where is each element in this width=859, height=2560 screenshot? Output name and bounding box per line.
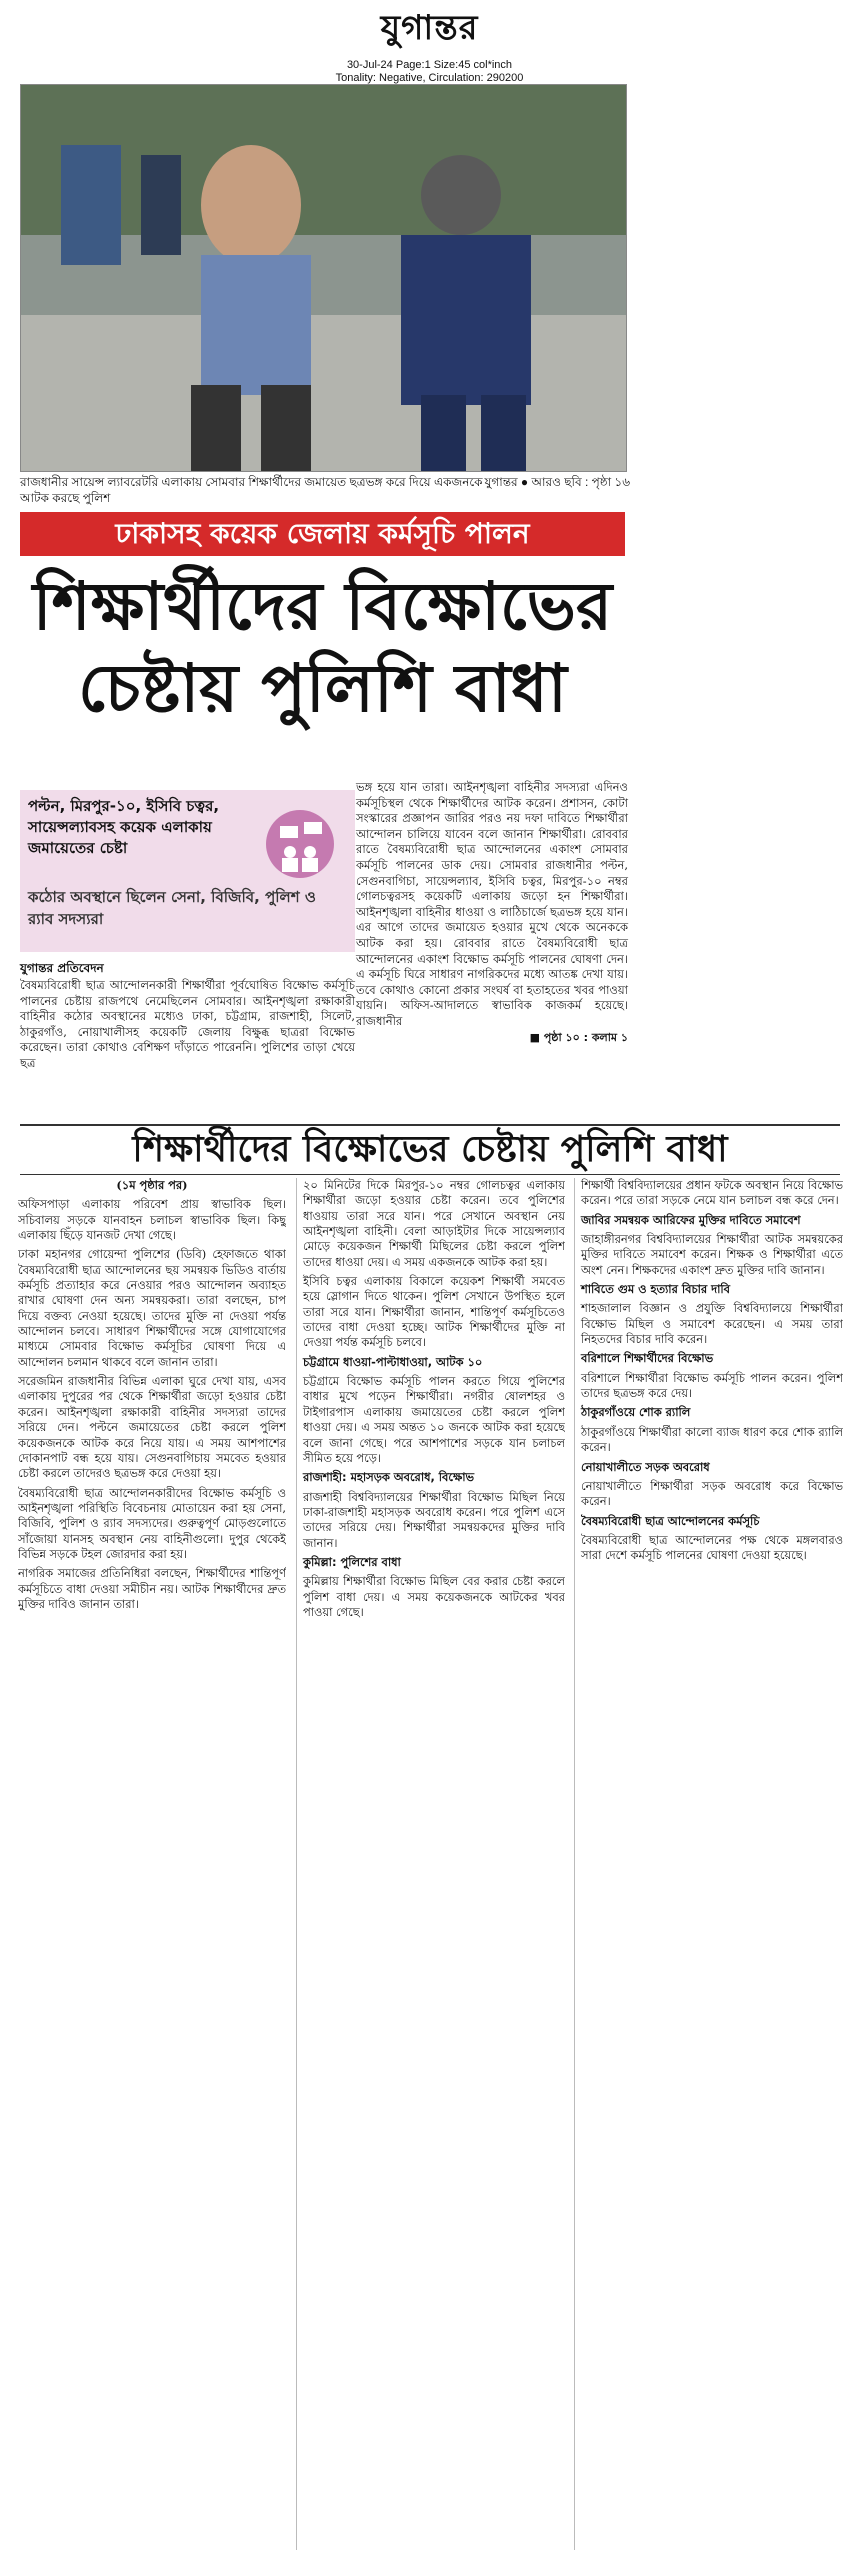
paragraph: ঠাকুরগাঁওয়ে শিক্ষার্থীরা কালো ব্যাজ ধারণ করে শোক র‌্যালি করেন। [581,1424,843,1455]
continued-marker: ■ পৃষ্ঠা ১০ : কলাম ১ [529,1030,628,1044]
paragraph: নোয়াখালীতে শিক্ষার্থীরা সড়ক অবরোধ করে বিক্ষোভ করেন। [581,1478,843,1509]
paragraph: অফিসপাড়া এলাকায় পরিবেশ প্রায় স্বাভাবিক ছিল। সচিবালয় সড়কে যানবাহন চলাচল স্বাভাবিক ছিল। কিছু এলাকায় ছিঁড়ে যানজট দেখা গেছে। [18,1197,286,1243]
headline-line1: শিক্ষার্থীদের বিক্ষোভের [32,568,613,645]
subheading: ঠাকুরগাঁওয়ে শোক র‌্যালি [581,1405,691,1420]
clip-meta-line2: Tonality: Negative, Circulation: 290200 [335,72,524,84]
byline: যুগান্তর প্রতিবেদন [20,961,104,975]
headline-line2: চেষ্টায় পুলিশি বাধা [78,650,567,727]
masthead [0,0,859,84]
subheading: জাবির সমন্বয়ক আরিফের মুক্তির দাবিতে সমাবেশ [581,1212,801,1227]
photo-illustration [21,85,626,471]
subheading: শাবিতে গুম ও হত্যার বিচার দাবি [581,1282,731,1297]
paragraph: জাহাঙ্গীরনগর বিশ্ববিদ্যালয়ের শিক্ষার্থীরা আটক সমন্বয়কের মুক্তির দাবিতে সমাবেশ করেন। শিক্ষক ও শিক্ষার্থীরা এতে অংশ নেন। শিক্ষকদের একাংশ দ্রুত মুক্তির দাবি জানান। [581,1232,843,1277]
subheading: রাজশাহী: মহাসড়ক অবরোধ, বিক্ষোভ [303,1470,474,1485]
paragraph: ইসিবি চত্বর এলাকায় বিকালে কয়েকশ শিক্ষার্থী সমবেত হয়ে স্লোগান দিতে থাকেন। পুলিশ সেখানে উপস্থিত হলে তারা সরে যান। শিক্ষার্থীরা জানান, শান্তিপূর্ণ কর্মসূচিতেও তাদের বাধা দেওয়া হচ্ছে। আটক শিক্ষার্থীদের মুক্তি না দেওয়া পর্যন্ত কর্মসূচি চলবে। [303,1274,565,1350]
subheading: চট্টগ্রামে ধাওয়া-পাল্টাধাওয়া, আটক ১০ [303,1354,483,1369]
kicker: ঢাকাসহ কয়েক জেলায় কর্মসূচি পালন [20,512,625,556]
paragraph: নাগরিক সমাজের প্রতিনিধিরা বলছেন, শিক্ষার্থীদের শান্তিপূর্ণ কর্মসূচিতে বাধা দেওয়া সমীচীন নয়। আটক শিক্ষার্থীদের দ্রুত মুক্তির দাবিও জানান তারা। [18,1566,286,1611]
jump-column-2 [296,1178,565,2550]
paragraph: ২০ মিনিটের দিকে মিরপুর-১০ নম্বর গোলচত্বর এলাকায় শিক্ষার্থীরা জড়ো হওয়ার চেষ্টা করেন। তবে পুলিশের ধাওয়ায় তারা সরে যান। পরে সেখানে অবস্থান নেয় আইনশৃঙ্খলা বাহিনী। বেলা আড়াইটার দিকে সায়েন্সল্যাব মোড়ে কয়েকজন শিক্ষার্থী মিছিলের চেষ্টা করলে পুলিশ তাদের ধাওয়া দেয়। এ সময় একজনকে আটক করা হয়। [303,1178,565,1269]
highlight-text-2: কঠোর অবস্থানে ছিলেন সেনা, বিজিবি, পুলিশ ও র‌্যাব সদস্যরা [28,888,316,928]
subheading: কুমিল্লা: পুলিশের বাধা [303,1554,401,1569]
jump-headline: শিক্ষার্থীদের বিক্ষোভের চেষ্টায় পুলিশি বাধা [20,1124,840,1175]
highlight-text-1: পল্টন, মিরপুর-১০, ইসিবি চত্বর, সায়েন্সল্যাবসহ কয়েক এলাকায় জমায়েতের চেষ্টা [28,797,220,857]
newspaper-logo: যুগান্তর [380,8,479,48]
clip-meta-line1: 30-Jul-24 Page:1 Size:45 col*inch [346,59,513,71]
subheading: নোয়াখালীতে সড়ক অবরোধ [581,1459,710,1474]
photo-caption-text: রাজধানীর সায়েন্স ল্যাবরেটরি এলাকায় সোমবার শিক্ষার্থীদের জমায়েত ছত্রভঙ্গ করে দিয়ে একজনকে আটক করছে পুলিশ [20,475,483,505]
paragraph: সরেজমিন রাজধানীর বিভিন্ন এলাকা ঘুরে দেখা যায়, এসব এলাকায় দুপুরের পর থেকে শিক্ষার্থীরা জড়ো হওয়ার চেষ্টা করেন। আইনশৃঙ্খলা রক্ষাকারী বাহিনীর সদস্যরা তাদের সরিয়ে দেন। পল্টনে জমায়েতের চেষ্টা করলে পুলিশ কয়েকজনকে আটক করে নিয়ে যায়। এ সময় আশপাশের দোকানপাট বন্ধ হয়ে যায়। সেগুনবাগিচায় সমবেত হওয়ার চেষ্টা করলে তাদেরও ছত্রভঙ্গ করে দেওয়া হয়। [18,1374,286,1481]
paragraph: বৈষম্যবিরোধী ছাত্র আন্দোলনকারীদের বিক্ষোভ কর্মসূচি ও আইনশৃঙ্খলা পরিস্থিতি বিবেচনায় মোতায়েন করা হয় সেনা, বিজিবি, পুলিশ ও র‌্যাব সদস্যদের। গুরুত্বপূর্ণ মোড়গুলোতে সাঁজোয়া যানসহ অবস্থান নেয় বাহিনীগুলো। দুপুর থেকেই বিভিন্ন সড়কে টহল জোরদার করা হয়। [18,1485,286,1561]
lead-body-right [356,780,628,1045]
paragraph: শিক্ষার্থী বিশ্ববিদ্যালয়ের প্রধান ফটকে অবস্থান নিয়ে বিক্ষোভ করেন। পরে তারা সড়কে নেমে যান চলাচল বন্ধ করে দেন। [581,1178,843,1208]
paragraph: শাহজালাল বিজ্ঞান ও প্রযুক্তি বিশ্ববিদ্যালয়ে শিক্ষার্থীরা বিক্ষোভ মিছিল ও সমাবেশ করেছেন। এ সময় তারা নিহতদের বিচার দাবি করেন। [581,1301,843,1347]
news-photo [20,84,627,472]
paragraph: কুমিল্লায় শিক্ষার্থীরা বিক্ষোভ মিছিল বের করার চেষ্টা করলে পুলিশ বাধা দেয়। এ সময় কয়েকজনকে আটকের খবর পাওয়া গেছে। [303,1574,565,1619]
subheading: বৈষম্যবিরোধী ছাত্র আন্দোলনের কর্মসূচি [581,1513,760,1528]
lead-body-right-text: ভঙ্গ হয়ে যান তারা। আইনশৃঙ্খলা বাহিনীর সদস্যরা এদিনও কর্মসূচিস্থল থেকে শিক্ষার্থীদের আটক করেন। প্রশাসন, কোটা সংস্কারের প্রজ্ঞাপন জারির পরও নয় দফা দাবিতে শিক্ষার্থীরা আন্দোলন চালিয়ে যাবেন বলে জানান শিক্ষার্থীরা। রোববার রাতে বৈষম্যবিরোধী ছাত্র আন্দোলনের একাংশ সোমবার কর্মসূচি পালনের ডাক দেয়। সোমবার রাজধানীর পল্টন, সেগুনবাগিচা, সায়েন্সল্যাব, ইসিবি চত্বর, মিরপুর-১০ নম্বর গোলচত্বরসহ কয়েকটি এলাকায় জড়ো হন শিক্ষার্থীরা। আইনশৃঙ্খলা বাহিনীর ধাওয়া ও লাঠিচার্জে ছত্রভঙ্গ হয়ে যান। এর আগে তাদের জমায়েত হওয়ার মুখে থেকে অনেককে আটক করা হয়। রোববার রাতে বৈষম্যবিরোধী ছাত্র আন্দোলনের একাংশ বিক্ষোভ কর্মসূচি পালনের ঘোষণা দেন। এ কর্মসূচি ঘিরে সাধারণ নাগরিকদের মধ্যে আতঙ্ক দেখা যায়। তবে কোথাও কোনো প্রকার সংঘর্ষ বা হতাহতের খবর পাওয়া যায়নি। অফিস-আদালতে স্বাভাবিক কাজকর্ম হয়েছে। রাজধানীর [356,780,628,1028]
paragraph: বরিশালে শিক্ষার্থীরা বিক্ষোভ কর্মসূচি পালন করেন। পুলিশ তাদের ছত্রভঙ্গ করে দেয়। [581,1370,843,1401]
protest-icon [260,808,340,880]
jump-column-1 [18,1178,286,2550]
photo-caption [20,474,630,506]
continuation-note: (১ম পৃষ্ঠার পর) [116,1178,188,1192]
main-headline [20,566,625,730]
paragraph: বৈষম্যবিরোধী ছাত্র আন্দোলনের পক্ষ থেকে মঙ্গলবারও সারা দেশে কর্মসূচি পালনের ঘোষণা দেওয়া হয়েছে। [581,1532,843,1563]
paragraph: ঢাকা মহানগর গোয়েন্দা পুলিশের (ডিবি) হেফাজতে থাকা বৈষম্যবিরোধী ছাত্র আন্দোলনের ছয় সমন্বয়ক ভিডিও বার্তায় কর্মসূচি প্রত্যাহার করে নেওয়ার পরও আন্দোলন অব্যাহত রাখার ঘোষণা দেন অন্য সমন্বয়করা। তারা বলছেন, চাপ দিয়ে বক্তব্য নেওয়া হয়েছে। তাদের মুক্তি না দেওয়া পর্যন্ত আন্দোলন চলবে। সাধারণ শিক্ষার্থীদের সঙ্গে যোগাযোগের মাধ্যমে সোমবার বিক্ষোভ কর্মসূচির ঘোষণা দিয়ে এ আন্দোলন চলমান থাকবে বলে জানান তারা। [18,1247,286,1369]
paragraph: চট্টগ্রামে বিক্ষোভ কর্মসূচি পালন করতে গিয়ে পুলিশের বাধার মুখে পড়েন শিক্ষার্থীরা। নগরীর ষোলশহর ও টাইগারপাস এলাকায় জমায়েতের চেষ্টা করলে পুলিশ ধাওয়া দেয়। এ সময় অন্তত ১০ জনকে আটক করা হয়েছে বলে জানা গেছে। পরে আশপাশের সড়কে যান চলাচল সীমিত হয়ে পড়ে। [303,1374,565,1465]
paragraph: রাজশাহী বিশ্ববিদ্যালয়ের শিক্ষার্থীরা বিক্ষোভ মিছিল নিয়ে ঢাকা-রাজশাহী মহাসড়ক অবরোধ করেন। পরে পুলিশ এসে তাদের সরিয়ে দেয়। শিক্ষার্থীরা সমন্বয়কদের মুক্তির দাবি জানান। [303,1489,565,1550]
photo-credit: যুগান্তর ● আরও ছবি : পৃষ্ঠা ১৬ [484,475,630,489]
jump-column-3 [574,1178,843,2550]
subheading: বরিশালে শিক্ষার্থীদের বিক্ষোভ [581,1351,714,1366]
highlight-box [20,790,355,952]
lead-body-left: বৈষম্যবিরোধী ছাত্র আন্দোলনকারী শিক্ষার্থীরা পূর্বঘোষিত বিক্ষোভ কর্মসূচি পালনের চেষ্টায় রাজপথে নেমেছিলেন সোমবার। আইনশৃঙ্খলা রক্ষাকারী বাহিনীর কঠোর অবস্থানের মধ্যেও ঢাকা, চট্টগ্রাম, রাজশাহী, সিলেট, ঠাকুরগাঁও, নোয়াখালীসহ কয়েকটি জেলায় বিক্ষুব্ধ ছাত্ররা বিক্ষোভ করেছেন। তারা কোথাও বেশিক্ষণ দাঁড়াতে পারেননি। পুলিশের তাড়া খেয়ে ছত্র [20,978,355,1070]
